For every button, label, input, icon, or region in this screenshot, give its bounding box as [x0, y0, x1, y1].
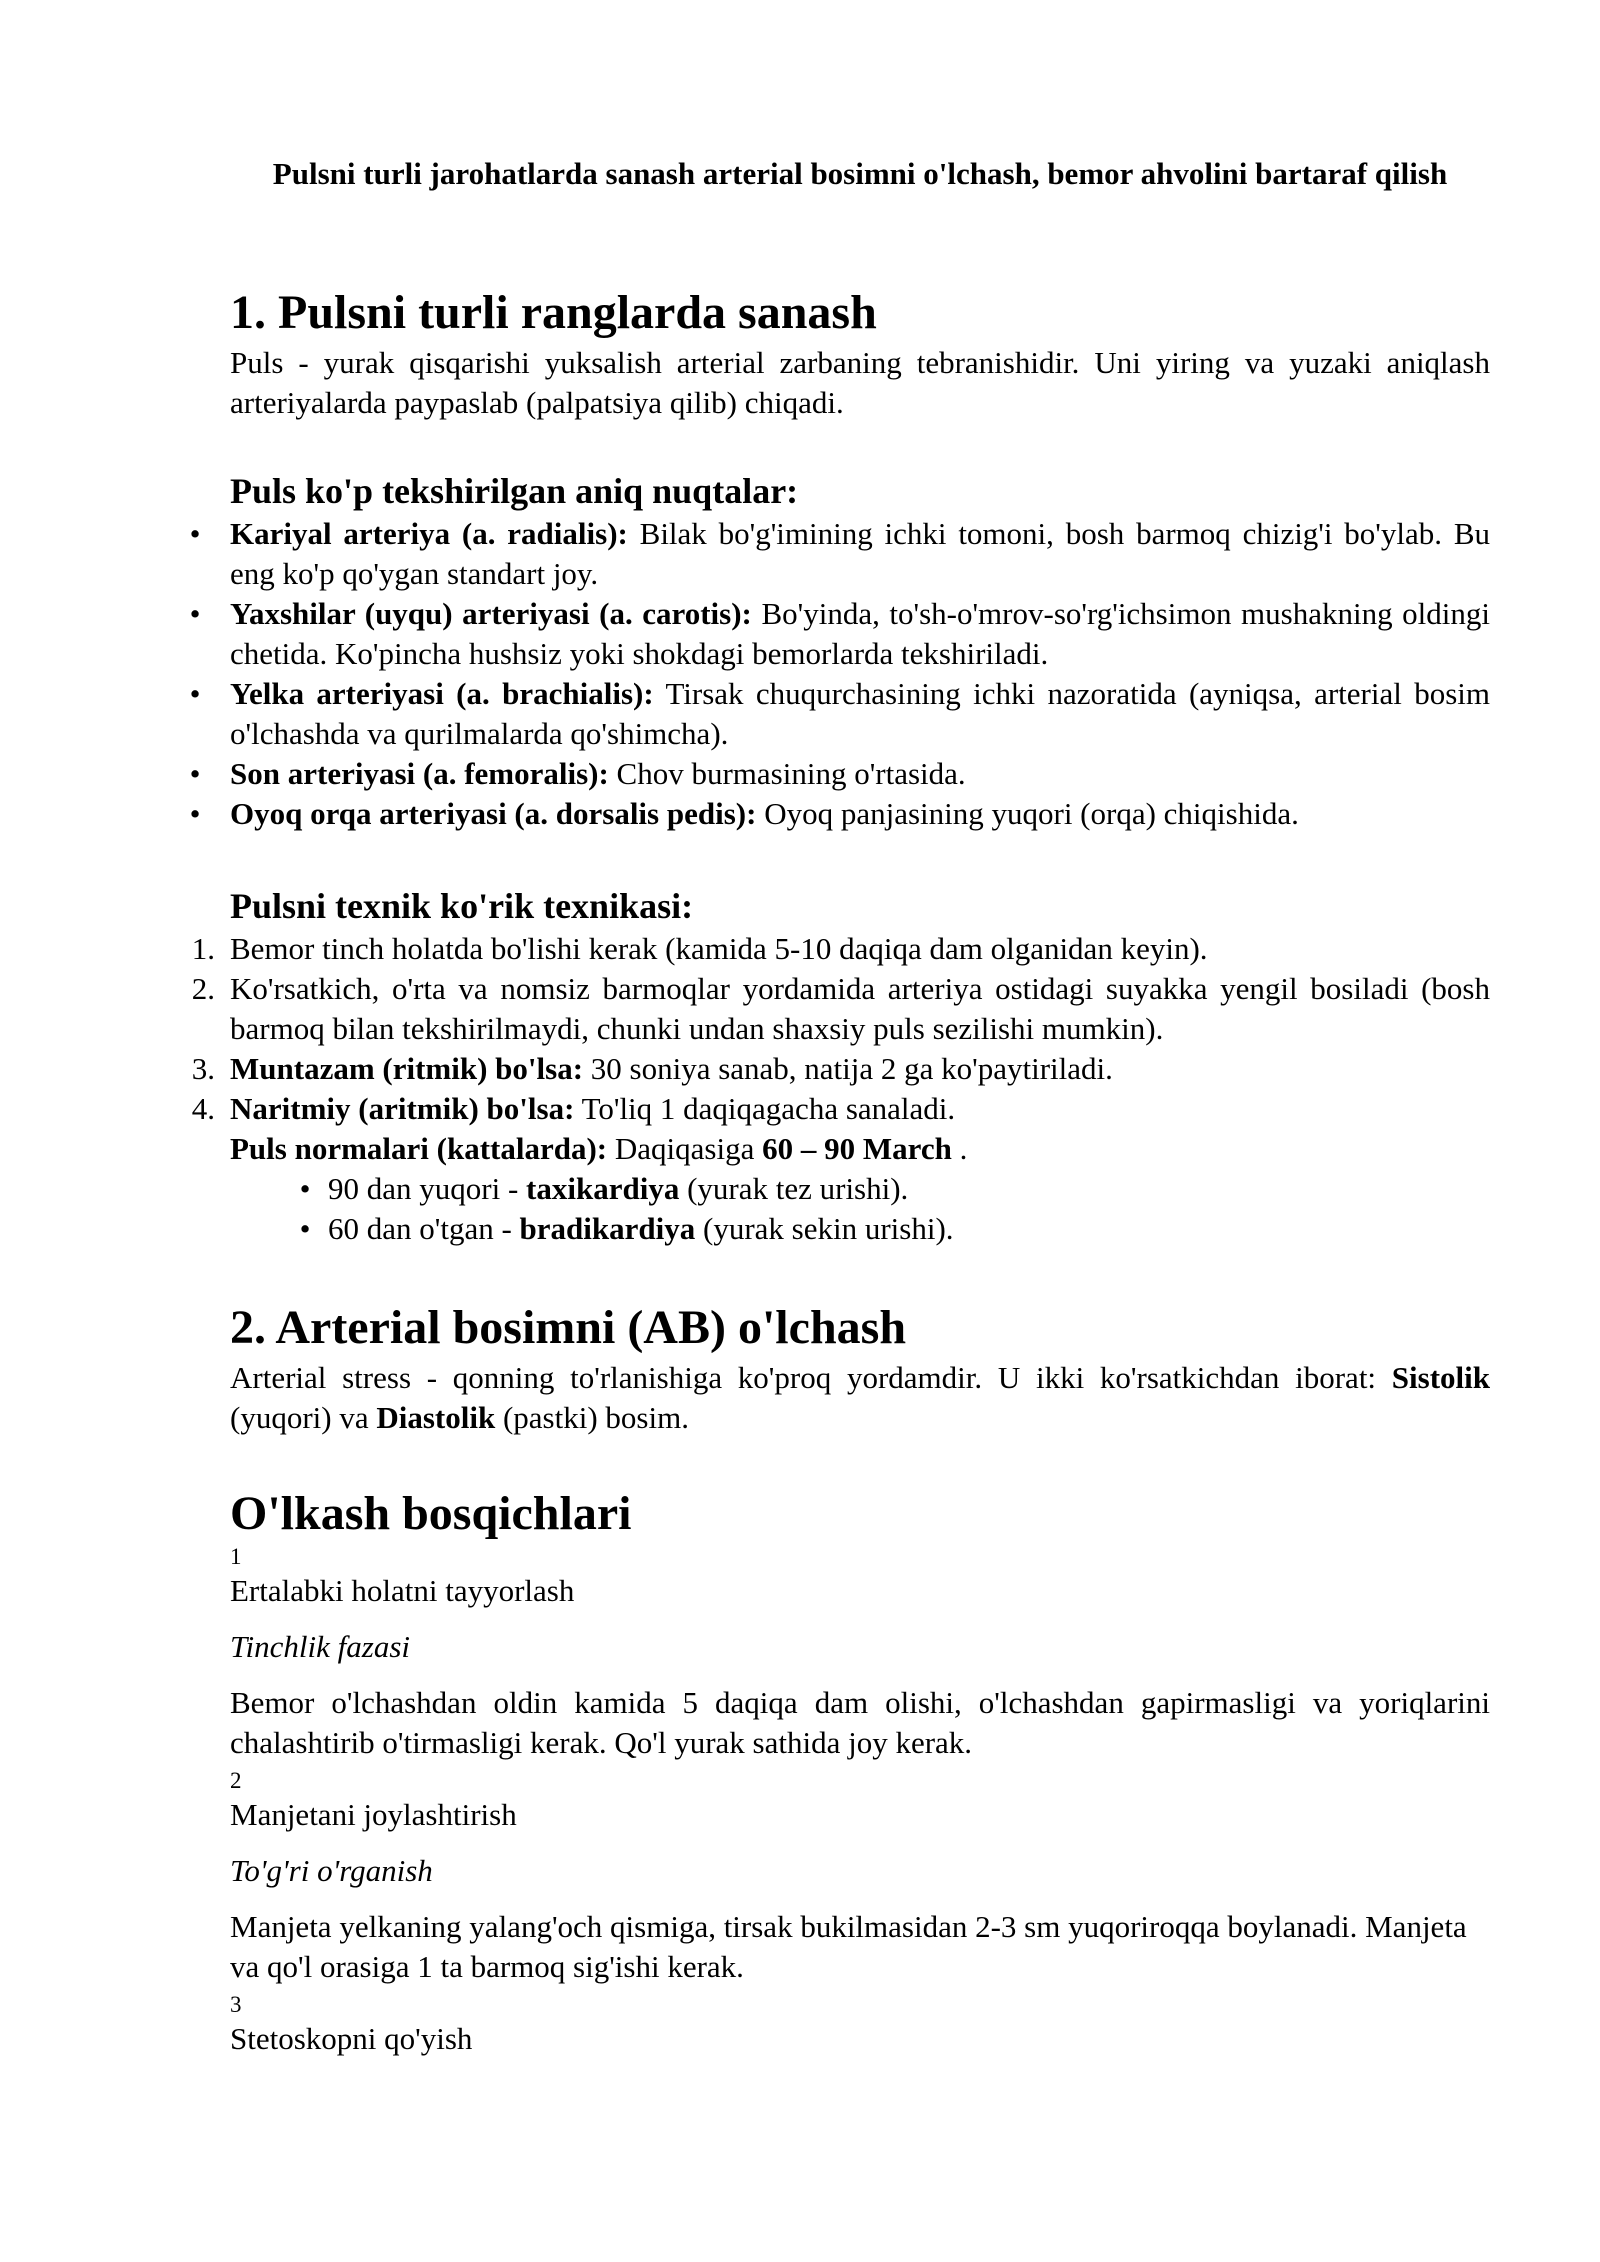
point-label: Kariyal arteriya (a. radialis): [230, 516, 628, 551]
point-label: Son arteriyasi (a. femoralis): [230, 756, 609, 791]
section-1 [230, 283, 1490, 423]
document-title: Pulsni turli jarohatlarda sanash arterial bosimni o'lchash, bemor ahvolini bartaraf qilish [272, 156, 1448, 191]
intro-part: (yuqori) va [230, 1400, 377, 1435]
technique-heading: Pulsni texnik ko'rik texnikasi: [230, 886, 694, 926]
norm-pre: 60 dan o'tgan - [328, 1211, 520, 1246]
norms-sublist [299, 1169, 1488, 1249]
norm-pre: 90 dan yuqori - [328, 1171, 527, 1206]
intro-part: Arterial stress - qonning to'rlanishiga ko'proq yordamdir. U ikki ko'rsatkichdan iborat: [230, 1360, 1392, 1395]
bullet-icon: • [189, 756, 201, 791]
section-2 [230, 1298, 1490, 1438]
list-item [191, 969, 1490, 1049]
point-text: Oyoq panjasining yuqori (orqa) chiqishida. [756, 796, 1299, 831]
pulse-norms-line [230, 1129, 1490, 1169]
norm-term: bradikardiya [519, 1211, 696, 1246]
bp-step-1 [230, 1543, 1490, 1763]
bp-step-3 [230, 1991, 1490, 2059]
list-item [191, 1089, 1490, 1129]
section-3 [230, 1484, 1490, 1544]
step-number: 1 [230, 1544, 242, 1569]
section-1-intro: Puls - yurak qisqarishi yuksalish arterial zarbaning tebranishidir. Uni yiring va yuzaki aniqlash arteriyalarda paypaslab (palpatsiya qilib) chiqadi. [230, 345, 1490, 420]
step-number: 2 [230, 1768, 242, 1793]
step-number: 1. [191, 931, 215, 966]
norms-text: Daqiqasiga [607, 1131, 763, 1166]
technique-heading-block [230, 884, 1490, 928]
technique-steps-list [191, 929, 1490, 1169]
point-text: Bilak bo'g'imining ichki tomoni, bosh barmoq chizig'i bo'ylab. Bu eng ko'p qo'ygan standart joy. [230, 516, 1490, 591]
list-item [191, 1049, 1490, 1089]
norm-post: (yurak tez urishi). [679, 1171, 909, 1206]
section-2-heading: 2. Arterial bosimni (AB) o'lchash [230, 1301, 907, 1354]
list-item [189, 754, 1490, 794]
norms-value: 60 – 90 March [762, 1131, 952, 1166]
step-title: Stetoskopni qo'yish [230, 2021, 473, 2056]
point-label: Yaxshilar (uyqu) arteriyasi (a. carotis): [230, 596, 752, 631]
point-text: Tirsak chuqurchasining ichki nazoratida (ayniqsa, arterial bosim o'lchashda va qurilmalarda qo'shimcha). [230, 676, 1490, 751]
list-item [189, 514, 1490, 594]
list-item [299, 1169, 1488, 1209]
step-text: Ko'rsatkich, o'rta va nomsiz barmoqlar yordamida arteriya ostidagi suyakka yengil bosiladi (bosh barmoq bilan tekshirilmaydi, chunki undan shaxsiy puls sezilishi mumkin). [230, 971, 1490, 1046]
list-item [189, 794, 1490, 834]
bullet-icon: • [189, 676, 201, 711]
step-number: 4. [191, 1091, 215, 1126]
step-title: Manjetani joylashtirish [230, 1797, 517, 1832]
section-3-heading: O'lkash bosqichlari [230, 1487, 632, 1540]
bullet-icon: • [299, 1211, 311, 1246]
bullet-icon: • [189, 516, 201, 551]
step-body: Manjeta yelkaning yalang'och qismiga, tirsak bukilmasidan 2-3 sm yuqoriroqqa boylanadi. Manjeta va qo'l orasiga 1 ta barmoq sig'ishi kerak. [230, 1909, 1467, 1984]
step-text: To'liq 1 daqiqagacha sanaladi. [574, 1091, 956, 1126]
point-text: Bo'yinda, to'sh-o'mrov-so'rg'ichsimon mushakning oldingi chetida. Ko'pincha hushsiz yoki shokdagi bemorlarda tekshiriladi. [230, 596, 1490, 671]
section-1-heading: 1. Pulsni turli ranglarda sanash [230, 286, 877, 339]
step-label: Muntazam (ritmik) bo'lsa: [230, 1051, 584, 1086]
point-label: Oyoq orqa arteriyasi (a. dorsalis pedis): [230, 796, 757, 831]
list-item [191, 929, 1490, 969]
bullet-icon: • [189, 796, 201, 831]
points-heading: Puls ko'p tekshirilgan aniq nuqtalar: [230, 471, 799, 511]
step-label: Naritmiy (aritmik) bo'lsa: [230, 1091, 575, 1126]
norms-end: . [951, 1131, 968, 1166]
norm-term: taxikardiya [526, 1171, 680, 1206]
step-body: Bemor o'lchashdan oldin kamida 5 daqiqa dam olishi, o'lchashdan gapirmasligi va yoriqlarini chalashtirib o'tirmasligi kerak. Qo'l yurak sathida joy kerak. [230, 1685, 1490, 1760]
diastolic-term: Diastolik [376, 1400, 496, 1435]
norms-label: Puls normalari (kattalarda): [230, 1131, 608, 1166]
step-number: 3 [230, 1992, 242, 2017]
step-number: 3. [191, 1051, 215, 1086]
points-heading-block [230, 469, 1490, 513]
point-label: Yelka arteriyasi (a. brachialis): [230, 676, 654, 711]
bullet-icon: • [299, 1171, 311, 1206]
section-2-intro [230, 1358, 1490, 1438]
pulse-points-list [189, 514, 1490, 834]
norm-post: (yurak sekin urishi). [695, 1211, 954, 1246]
step-title: Ertalabki holatni tayyorlash [230, 1573, 575, 1608]
step-number: 2. [191, 971, 215, 1006]
point-text: Chov burmasining o'rtasida. [608, 756, 966, 791]
list-item [189, 674, 1490, 754]
step-text: Bemor tinch holatda bo'lishi kerak (kamida 5-10 daqiqa dam olganidan keyin). [230, 931, 1208, 966]
step-subtitle: Tinchlik fazasi [230, 1629, 410, 1664]
list-item [299, 1209, 1488, 1249]
list-item [189, 594, 1490, 674]
systolic-term: Sistolik [1391, 1360, 1490, 1395]
step-subtitle: To'g'ri o'rganish [230, 1853, 433, 1888]
step-text: 30 soniya sanab, natija 2 ga ko'paytiriladi. [583, 1051, 1113, 1086]
bp-step-2 [230, 1767, 1490, 1987]
bullet-icon: • [189, 596, 201, 631]
intro-part: (pastki) bosim. [495, 1400, 689, 1435]
